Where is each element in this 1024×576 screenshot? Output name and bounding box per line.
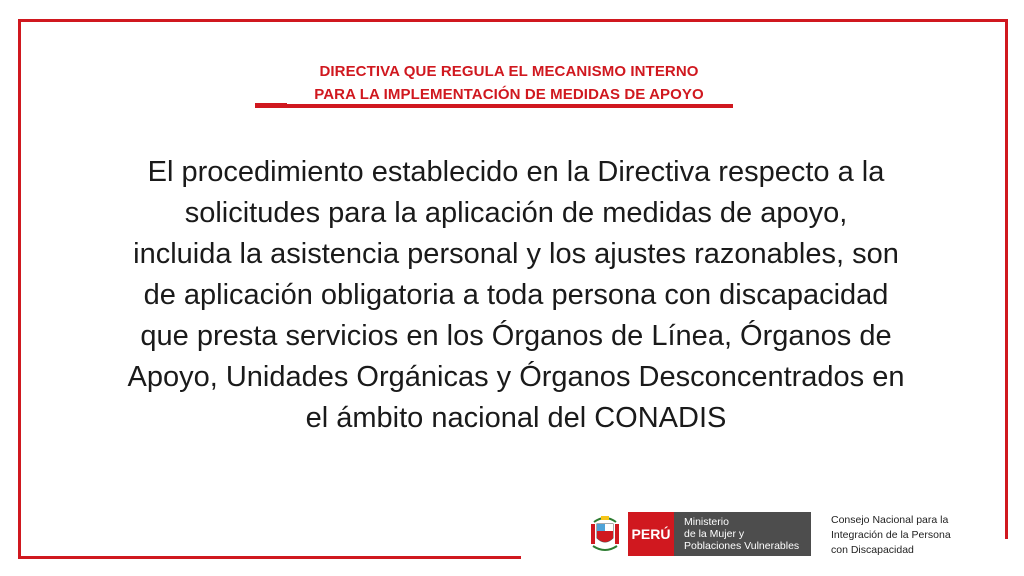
body-line: de aplicación obligatoria a toda persona con discapacidad	[143, 279, 889, 311]
title-underline	[255, 104, 733, 108]
body-line: Apoyo, Unidades Orgánicas y Órganos Desconcentrados en	[127, 361, 905, 393]
frame-bottom-line	[18, 556, 521, 559]
ministry-line: de la Mujer y	[684, 528, 745, 540]
title-line-1: DIRECTIVA QUE REGULA EL MECANISMO INTERNO	[319, 63, 699, 80]
body-paragraph	[100, 152, 932, 439]
body-line: El procedimiento establecido en la Directiva respecto a la	[147, 156, 885, 188]
conadis-line: Integración de la Persona	[831, 529, 951, 541]
ministry-name	[674, 512, 811, 556]
title-line-2: PARA LA IMPLEMENTACIÓN DE MEDIDAS DE APOYO	[314, 86, 704, 103]
conadis-line: con Discapacidad	[831, 544, 914, 556]
ministry-line: Ministerio	[684, 516, 729, 528]
peru-coat-of-arms-icon	[588, 512, 622, 556]
peru-label: PERÚ	[628, 512, 674, 556]
title-underline-accent	[255, 103, 287, 108]
ministry-logo	[588, 512, 811, 556]
body-line: incluida la asistencia personal y los ajustes razonables, son	[133, 238, 899, 270]
body-line: que presta servicios en los Órganos de Línea, Órganos de	[140, 320, 892, 352]
conadis-name	[831, 513, 981, 558]
frame-top-line	[18, 19, 1008, 22]
body-line: solicitudes para la aplicación de medidas de apoyo,	[184, 197, 848, 229]
conadis-line: Consejo Nacional para la	[831, 514, 949, 526]
ministry-line: Poblaciones Vulnerables	[684, 540, 800, 552]
body-line: el ámbito nacional del CONADIS	[305, 402, 727, 434]
